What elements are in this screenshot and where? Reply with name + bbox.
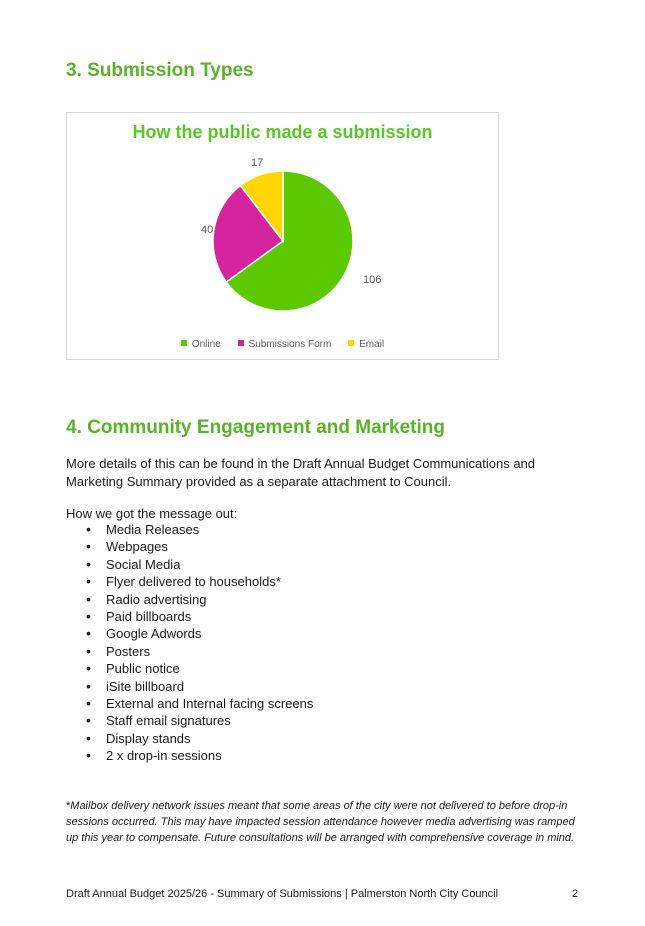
footnote-text: Mailbox delivery network issues meant that some areas of the city were not delivered to before drop-in sessions occurred. This may have impacted session attendance however media advertising was ramped up this year to compensate. Future consultations will be arranged with comprehensive coverage in mind. (66, 800, 575, 844)
section-heading-submission-types: 3. Submission Types (66, 60, 254, 81)
legend-item-online (181, 339, 221, 350)
page-number: 2 (572, 888, 579, 900)
list-item: • Social Media (86, 556, 313, 573)
data-label-online: 106 (363, 274, 382, 286)
list-item: • Google Adwords (86, 625, 313, 642)
pie-chart (66, 112, 499, 360)
list-item: • 2 x drop-in sessions (86, 747, 313, 764)
page-footer: Draft Annual Budget 2025/26 - Summary of Submissions | Palmerston North City Council (66, 888, 499, 900)
data-label-submissions-form: 40 (201, 224, 214, 236)
legend-label-email: Email (359, 339, 385, 350)
list-item: • iSite billboard (86, 678, 313, 695)
legend-swatch-submissions-form (238, 340, 244, 346)
chart-legend (67, 339, 498, 350)
list-item: • Flyer delivered to households* (86, 573, 313, 590)
legend-label-online: Online (191, 339, 221, 350)
list-item: • Radio advertising (86, 591, 313, 608)
list-item: • Posters (86, 643, 313, 660)
section-heading-community-engagement: 4. Community Engagement and Marketing (66, 417, 445, 438)
list-item: • External and Internal facing screens (86, 695, 313, 712)
legend-item-submissions-form (238, 339, 332, 350)
list-item: • Webpages (86, 538, 313, 555)
intro-paragraph: More details of this can be found in the Draft Annual Budget Communications and Marketing Summary provided as a separate attachment to Council. (66, 456, 536, 489)
list-item: • Media Releases (86, 521, 313, 538)
bullets-intro: How we got the message out: (66, 506, 238, 521)
list-item: • Paid billboards (86, 608, 313, 625)
data-label-email: 17 (251, 157, 264, 169)
marketing-channels-list (86, 521, 313, 765)
chart-title: How the public made a submission (132, 122, 433, 142)
list-item: • Staff email signatures (86, 712, 313, 729)
footnote-marker: * (66, 800, 71, 812)
legend-swatch-online (181, 340, 187, 346)
legend-label-submissions-form: Submissions Form (248, 339, 332, 350)
pie-chart-svg (67, 113, 498, 359)
list-item: • Display stands (86, 730, 313, 747)
legend-item-email (348, 339, 384, 350)
footnote (66, 798, 576, 846)
list-item: • Public notice (86, 660, 313, 677)
legend-swatch-email (348, 340, 354, 346)
